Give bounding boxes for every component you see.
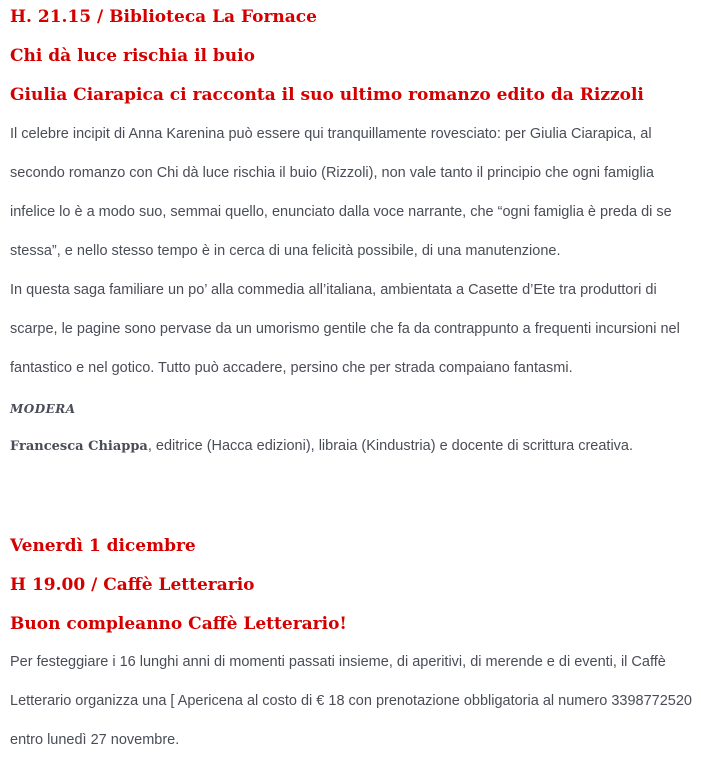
event1-time-place: H. 21.15 / Biblioteca La Fornace: [10, 7, 317, 27]
event1-subtitle: Giulia Ciarapica ci racconta il suo ultimo romanzo edito da Rizzoli: [10, 85, 644, 105]
event1-title: Chi dà luce rischia il buio: [10, 46, 255, 66]
event2-paragraph-1: Per festeggiare i 16 lunghi anni di momenti passati insieme, di aperitivi, di merende e di eventi, il Caffè Letterario organizza una [ Apericena al costo di € 18 con prenotazione obbligatoria al numero 3398772520 entro lunedì 27 novembre.: [10, 654, 692, 748]
event1-paragraph-1: Il celebre incipit di Anna Karenina può essere qui tranquillamente rovesciato: per Giulia Ciarapica, al secondo romanzo con Chi dà luce rischia il buio (Rizzoli), non vale tanto il principio che ogni famiglia infelice lo è a modo suo, semmai quello, enunciato dalla voce narrante, che “ogni famiglia è preda di se stessa”, e nello stesso tempo è in cerca di una felicità possibile, di una manutenzione.: [10, 126, 672, 259]
event2-time-place: H 19.00 / Caffè Letterario: [10, 575, 255, 595]
event2-title: Buon compleanno Caffè Letterario!: [10, 614, 347, 634]
event2-date: Venerdì 1 dicembre: [10, 536, 196, 556]
moderator-name: Francesca Chiappa: [10, 439, 148, 454]
moderator-desc: , editrice (Hacca edizioni), libraia (Kindustria) e docente di scrittura creativa.: [147, 438, 634, 454]
moderator-label: MODERA: [10, 402, 76, 416]
event1-paragraph-2: In questa saga familiare un po’ alla commedia all’italiana, ambientata a Casette d’Ete tra produttori di scarpe, le pagine sono pervase da un umorismo gentile che fa da contrappunto a frequenti incursioni nel fantastico e nel gotico. Tutto può accadere, persino che per strada compaiano fantasmi.: [10, 282, 680, 376]
moderator-line: [10, 427, 696, 466]
